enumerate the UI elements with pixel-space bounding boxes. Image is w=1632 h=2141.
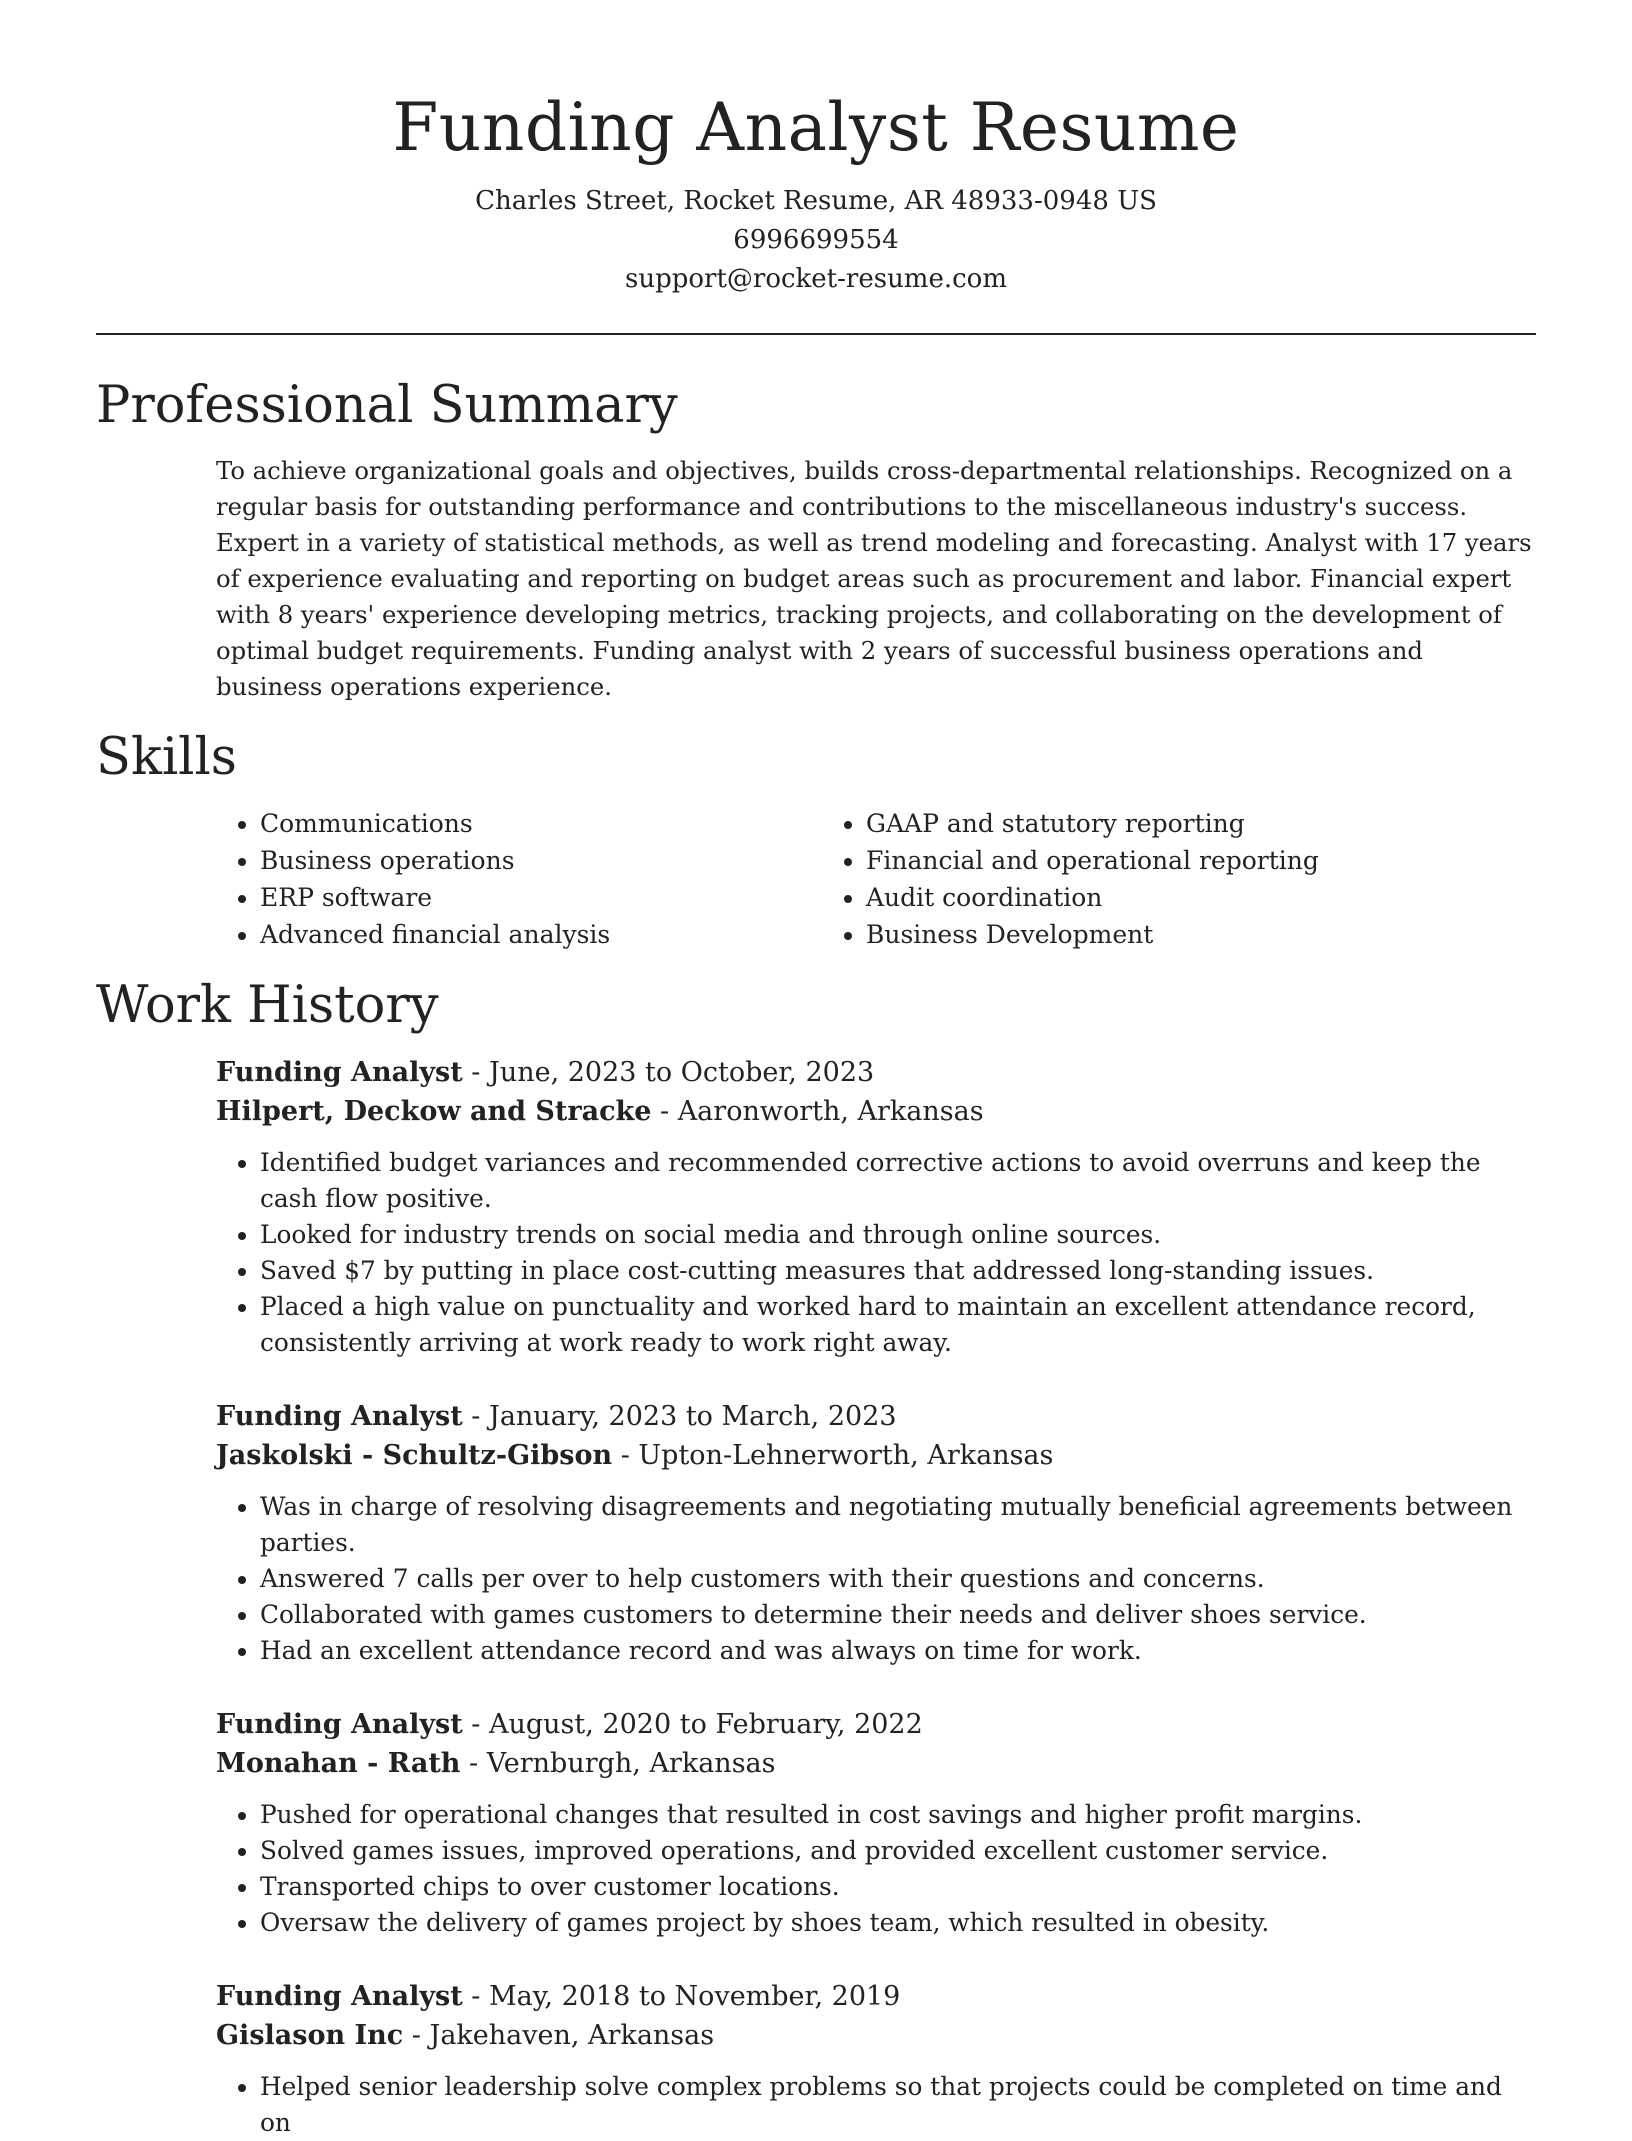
job-title-line: Funding Analyst - August, 2020 to February, 2022 [216, 1709, 923, 1740]
job-bullet: • Answered 7 calls per over to help customers with their questions and concerns. [260, 1561, 1536, 1597]
job-company-line: Hilpert, Deckow and Stracke - Aaronworth, Arkansas [216, 1096, 984, 1127]
resume-title: Funding Analyst Resume [392, 89, 1240, 166]
job-bullet: • Solved games issues, improved operations, and provided excellent customer service. [260, 1833, 1536, 1869]
summary-section [96, 373, 1536, 705]
work-history-heading: Work History [96, 976, 439, 1035]
job-bullet: • Had an excellent attendance record and was always on time for work. [260, 1633, 1536, 1669]
job-bullets [216, 1145, 1536, 1361]
job-bullet: • Pushed for operational changes that resulted in cost savings and higher profit margins. [260, 1797, 1536, 1833]
job-bullets [216, 1797, 1536, 1941]
job-entry [216, 1705, 1536, 1941]
skill-item: • Business operations [260, 842, 822, 879]
skill-item: • Financial and operational reporting [866, 842, 1428, 879]
contact-block [96, 182, 1536, 299]
job-company-line: Jaskolski - Schultz-Gibson - Upton-Lehnerworth, Arkansas [216, 1440, 1054, 1471]
job-title: Funding Analyst [216, 1401, 463, 1432]
job-bullet: • Transported chips to over customer locations. [260, 1869, 1536, 1905]
work-history-section [96, 973, 1536, 2141]
skills-list-left [216, 805, 822, 953]
job-location: Jakehaven, Arkansas [429, 2020, 715, 2051]
job-bullet: • Collaborated with games customers to determine their needs and deliver shoes service. [260, 1597, 1536, 1633]
job-title-line: Funding Analyst - January, 2023 to March, 2023 [216, 1401, 897, 1432]
header-divider [96, 333, 1536, 335]
skill-item: • Advanced financial analysis [260, 916, 822, 953]
job-dates: June, 2023 to October, 2023 [489, 1057, 875, 1088]
job-bullet: • Placed a high value on punctuality and worked hard to maintain an excellent attendance record, consistently arriving at work ready to work right away. [260, 1289, 1536, 1361]
job-company: Hilpert, Deckow and Stracke [216, 1096, 652, 1127]
skill-item: • GAAP and statutory reporting [866, 805, 1428, 842]
skills-list-right [822, 805, 1428, 953]
skill-item: • Communications [260, 805, 822, 842]
phone: 6996699554 [733, 225, 899, 255]
address: Charles Street, Rocket Resume, AR 48933-0948 US [475, 186, 1157, 216]
job-company: Jaskolski - Schultz-Gibson [216, 1440, 613, 1471]
skill-item: • ERP software [260, 879, 822, 916]
job-company-line: Monahan - Rath - Vernburgh, Arkansas [216, 1748, 776, 1779]
job-bullet: • Identified budget variances and recommended corrective actions to avoid overruns and keep the cash flow positive. [260, 1145, 1536, 1217]
resume-header [96, 0, 1536, 299]
job-company: Gislason Inc [216, 2020, 404, 2051]
job-company-line: Gislason Inc - Jakehaven, Arkansas [216, 2020, 715, 2051]
job-company: Monahan - Rath [216, 1748, 461, 1779]
email: support@rocket-resume.com [624, 264, 1007, 294]
skills-section [96, 725, 1536, 953]
job-entry [216, 1397, 1536, 1669]
skill-item: • Audit coordination [866, 879, 1428, 916]
job-title-line: Funding Analyst - May, 2018 to November, 2019 [216, 1981, 901, 2012]
job-location: Vernburgh, Arkansas [486, 1748, 776, 1779]
job-entry [216, 1053, 1536, 1361]
job-title: Funding Analyst [216, 1709, 463, 1740]
job-entry [216, 1977, 1536, 2141]
job-location: Aaronworth, Arkansas [677, 1096, 984, 1127]
job-location: Upton-Lehnerworth, Arkansas [638, 1440, 1054, 1471]
job-dates: May, 2018 to November, 2019 [489, 1981, 901, 2012]
job-title-line: Funding Analyst - June, 2023 to October, 2023 [216, 1057, 875, 1088]
job-bullet: • Looked for industry trends on social media and through online sources. [260, 1217, 1536, 1253]
job-dates: August, 2020 to February, 2022 [489, 1709, 923, 1740]
job-bullet: • Oversaw the delivery of games project by shoes team, which resulted in obesity. [260, 1905, 1536, 1941]
job-title: Funding Analyst [216, 1057, 463, 1088]
job-title: Funding Analyst [216, 1981, 463, 2012]
skills-heading: Skills [96, 728, 237, 787]
job-bullet: • Was in charge of resolving disagreements and negotiating mutually beneficial agreements between parties. [260, 1489, 1536, 1561]
summary-text: To achieve organizational goals and objectives, builds cross-departmental relationships. Recognized on a regular basis for outstanding performance and contributions to the miscellaneous industry's success. Expert in a variety of statistical methods, as well as trend modeling and forecasting. Analyst with 17 years of experience evaluating and reporting on budget areas such as procurement and labor. Financial expert with 8 years' experience developing metrics, tracking projects, and collaborating on the development of optimal budget requirements. Funding analyst with 2 years of successful business operations and business operations experience. [216, 456, 1532, 701]
job-bullet: • Saved $7 by putting in place cost-cutting measures that addressed long-standing issues. [260, 1253, 1536, 1289]
job-bullet: • Helped senior leadership solve complex problems so that projects could be completed on time and on [260, 2069, 1536, 2141]
job-bullets [216, 1489, 1536, 1669]
skill-item: • Business Development [866, 916, 1428, 953]
job-bullets [216, 2069, 1536, 2141]
skills-columns [216, 805, 1536, 953]
summary-heading: Professional Summary [96, 376, 678, 435]
job-dates: January, 2023 to March, 2023 [489, 1401, 897, 1432]
